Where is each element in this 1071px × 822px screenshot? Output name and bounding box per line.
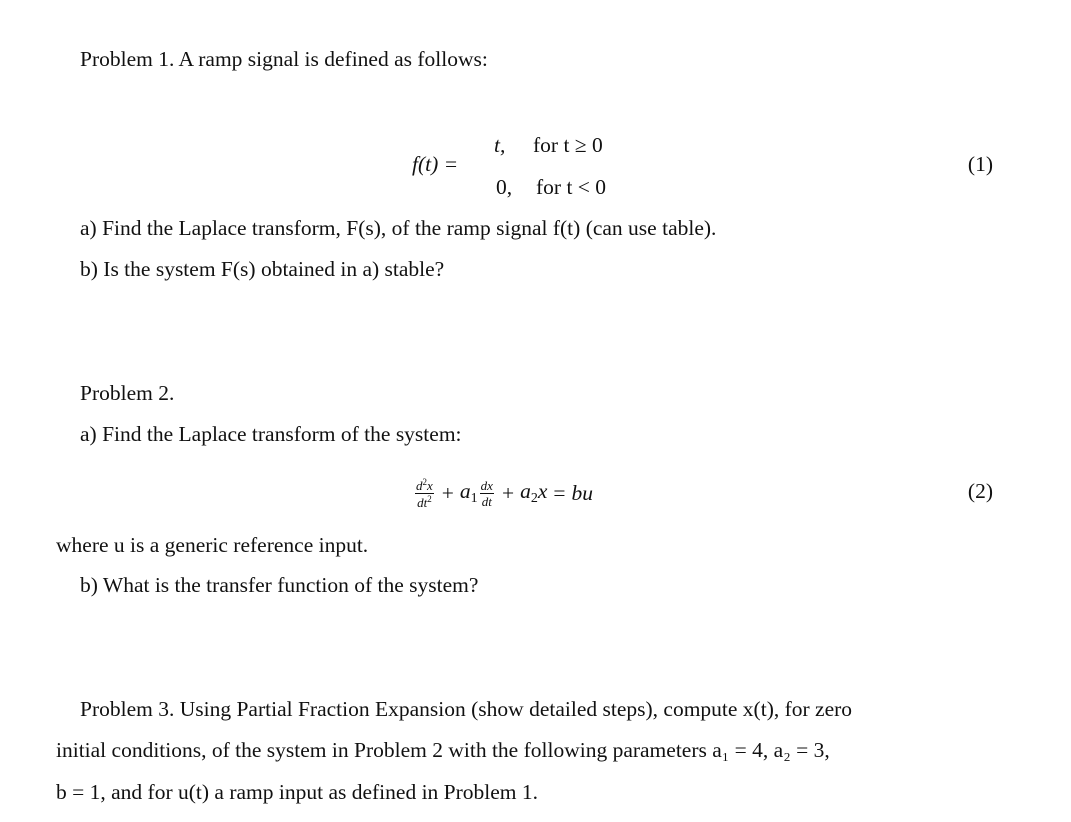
equation-1-lhs: f(t) = — [412, 152, 459, 176]
problem1-part-b: b) Is the system F(s) obtained in a) stable? — [80, 257, 445, 281]
equation-1-case1-condition: for t ≥ 0 — [533, 133, 603, 157]
problem3-line-1: Problem 3. Using Partial Fraction Expansion (show detailed steps), compute x(t), for zero — [80, 697, 853, 721]
problem2-part-a: a) Find the Laplace transform of the system: — [80, 422, 462, 446]
problem3-line-2: initial conditions, of the system in Problem 2 with the following parameters a₁ = 4, a₂ = 3, — [56, 738, 830, 762]
problem1-part-a: a) Find the Laplace transform, F(s), of the ramp signal f(t) (can use table). — [80, 216, 717, 240]
equation-1-case2-condition: for t < 0 — [536, 175, 607, 199]
problem2-title: Problem 2. — [80, 381, 175, 405]
problem2-where-text: where u is a generic reference input. — [56, 533, 369, 557]
problem2-part-b: b) What is the transfer function of the system? — [80, 573, 479, 597]
equation-2-number: (2) — [967, 479, 993, 503]
problem3-line-3: b = 1, and for u(t) a ramp input as defined in Problem 1. — [56, 780, 539, 804]
equation-2: $\frac{d^2x}{dt^2}$ + $a_1$ $\frac{dx}{dt}$ + $a_2x$ = bu — [416, 476, 594, 510]
problem1-intro: Problem 1. A ramp signal is defined as follows: — [80, 47, 488, 71]
equation-1-case2-value: 0, — [496, 175, 513, 199]
equation-1-case1-value: t, — [494, 133, 506, 157]
first-derivative-fraction: $\frac{dx}{dt}$ — [480, 477, 493, 509]
second-derivative-fraction: $\frac{d^2x}{dt^2}$ — [416, 476, 433, 510]
equation-1-number: (1) — [967, 152, 993, 176]
